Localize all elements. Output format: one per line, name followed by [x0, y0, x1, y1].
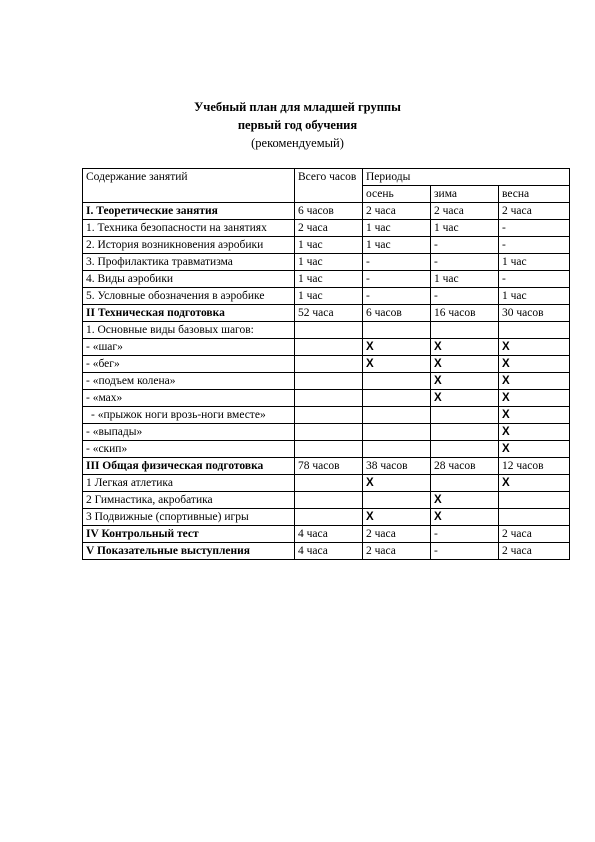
- title-line-2: первый год обучения: [237, 118, 358, 132]
- row-winter: [431, 441, 499, 458]
- row-spring: [499, 492, 570, 509]
- header-autumn: осень: [363, 186, 431, 203]
- title-line-1: Учебный план для младшей группы: [194, 100, 401, 114]
- table-row: [83, 356, 570, 373]
- row-autumn: [363, 492, 431, 509]
- row-total: 78 часов: [295, 458, 363, 475]
- table-row: [83, 254, 570, 271]
- row-content: III Общая физическая подготовка: [83, 458, 295, 475]
- table-row: [83, 288, 570, 305]
- row-content: 1. Основные виды базовых шагов:: [83, 322, 295, 339]
- row-spring: -: [499, 271, 570, 288]
- row-autumn: [363, 441, 431, 458]
- row-spring: 2 часа: [499, 526, 570, 543]
- row-winter: X: [431, 390, 499, 407]
- row-autumn: X: [363, 339, 431, 356]
- row-total: 52 часа: [295, 305, 363, 322]
- row-total: 1 час: [295, 288, 363, 305]
- header-total: Всего часов: [295, 169, 363, 203]
- curriculum-table: [82, 168, 570, 560]
- row-winter: [431, 475, 499, 492]
- table-row: [83, 373, 570, 390]
- row-winter: [431, 407, 499, 424]
- row-content: - «скип»: [83, 441, 295, 458]
- row-autumn: [363, 390, 431, 407]
- row-total: 1 час: [295, 271, 363, 288]
- row-spring: X: [499, 356, 570, 373]
- table-row: [83, 458, 570, 475]
- row-total: 6 часов: [295, 203, 363, 220]
- row-content: 4. Виды аэробики: [83, 271, 295, 288]
- row-content: 2. История возникновения аэробики: [83, 237, 295, 254]
- row-content: 1. Техника безопасности на занятиях: [83, 220, 295, 237]
- row-total: [295, 475, 363, 492]
- header-content: Содержание занятий: [83, 169, 295, 203]
- row-autumn: -: [363, 254, 431, 271]
- row-total: [295, 339, 363, 356]
- row-autumn: 2 часа: [363, 543, 431, 560]
- row-winter: X: [431, 373, 499, 390]
- title-line-3: (рекомендуемый): [251, 136, 344, 150]
- row-content: - «прыжок ноги врозь-ноги вместе»: [83, 407, 295, 424]
- row-total: 1 час: [295, 237, 363, 254]
- table-row: [83, 271, 570, 288]
- row-autumn: 1 час: [363, 220, 431, 237]
- row-spring: 30 часов: [499, 305, 570, 322]
- table-header-row: [83, 169, 570, 186]
- row-spring: -: [499, 220, 570, 237]
- row-spring: 1 час: [499, 288, 570, 305]
- table-row: [83, 424, 570, 441]
- row-winter: X: [431, 509, 499, 526]
- row-spring: 2 часа: [499, 203, 570, 220]
- header-periods: Периоды: [363, 169, 570, 186]
- row-winter: X: [431, 356, 499, 373]
- row-winter: 2 часа: [431, 203, 499, 220]
- row-total: 4 часа: [295, 543, 363, 560]
- row-content: - «подъем колена»: [83, 373, 295, 390]
- row-autumn: X: [363, 509, 431, 526]
- row-autumn: -: [363, 288, 431, 305]
- row-winter: -: [431, 237, 499, 254]
- row-autumn: 6 часов: [363, 305, 431, 322]
- table-row: [83, 390, 570, 407]
- table-row: [83, 322, 570, 339]
- row-total: [295, 407, 363, 424]
- row-content: 3 Подвижные (спортивные) игры: [83, 509, 295, 526]
- row-winter: X: [431, 339, 499, 356]
- table-row: [83, 441, 570, 458]
- table-row: [83, 220, 570, 237]
- row-autumn: -: [363, 271, 431, 288]
- row-winter: -: [431, 254, 499, 271]
- row-autumn: [363, 407, 431, 424]
- document-title: [0, 98, 595, 152]
- table-row: [83, 203, 570, 220]
- row-spring: X: [499, 390, 570, 407]
- row-total: [295, 373, 363, 390]
- row-autumn: X: [363, 356, 431, 373]
- row-total: 2 часа: [295, 220, 363, 237]
- row-winter: 1 час: [431, 271, 499, 288]
- row-total: 1 час: [295, 254, 363, 271]
- row-spring: 1 час: [499, 254, 570, 271]
- row-total: [295, 509, 363, 526]
- table-row: [83, 526, 570, 543]
- row-spring: 12 часов: [499, 458, 570, 475]
- row-spring: X: [499, 424, 570, 441]
- row-content: V Показательные выступления: [83, 543, 295, 560]
- table-row: [83, 237, 570, 254]
- row-spring: X: [499, 407, 570, 424]
- row-autumn: X: [363, 475, 431, 492]
- row-total: [295, 322, 363, 339]
- header-spring: весна: [499, 186, 570, 203]
- row-total: [295, 390, 363, 407]
- row-total: [295, 441, 363, 458]
- row-content: 2 Гимнастика, акробатика: [83, 492, 295, 509]
- table-row: [83, 475, 570, 492]
- row-spring: 2 часа: [499, 543, 570, 560]
- row-winter: [431, 424, 499, 441]
- row-autumn: [363, 322, 431, 339]
- row-spring: [499, 322, 570, 339]
- row-winter: 1 час: [431, 220, 499, 237]
- table-row: [83, 543, 570, 560]
- row-content: 1 Легкая атлетика: [83, 475, 295, 492]
- row-spring: X: [499, 475, 570, 492]
- row-winter: -: [431, 543, 499, 560]
- row-autumn: [363, 373, 431, 390]
- row-content: - «шаг»: [83, 339, 295, 356]
- table-row: [83, 492, 570, 509]
- row-content: IV Контрольный тест: [83, 526, 295, 543]
- row-winter: [431, 322, 499, 339]
- row-spring: -: [499, 237, 570, 254]
- row-content: - «выпады»: [83, 424, 295, 441]
- row-spring: X: [499, 441, 570, 458]
- row-content: 5. Условные обозначения в аэробике: [83, 288, 295, 305]
- row-content: - «мах»: [83, 390, 295, 407]
- row-content: - «бег»: [83, 356, 295, 373]
- row-autumn: 2 часа: [363, 203, 431, 220]
- row-spring: X: [499, 373, 570, 390]
- row-content: II Техническая подготовка: [83, 305, 295, 322]
- row-winter: X: [431, 492, 499, 509]
- row-winter: -: [431, 288, 499, 305]
- row-winter: 16 часов: [431, 305, 499, 322]
- table-row: [83, 305, 570, 322]
- row-winter: 28 часов: [431, 458, 499, 475]
- row-spring: X: [499, 339, 570, 356]
- row-total: 4 часа: [295, 526, 363, 543]
- row-total: [295, 492, 363, 509]
- row-autumn: [363, 424, 431, 441]
- row-autumn: 38 часов: [363, 458, 431, 475]
- row-total: [295, 356, 363, 373]
- table-row: [83, 407, 570, 424]
- row-spring: [499, 509, 570, 526]
- row-winter: -: [431, 526, 499, 543]
- table-row: [83, 509, 570, 526]
- row-content: I. Теоретические занятия: [83, 203, 295, 220]
- table-row: [83, 339, 570, 356]
- row-autumn: 1 час: [363, 237, 431, 254]
- row-content: 3. Профилактика травматизма: [83, 254, 295, 271]
- row-total: [295, 424, 363, 441]
- header-winter: зима: [431, 186, 499, 203]
- row-autumn: 2 часа: [363, 526, 431, 543]
